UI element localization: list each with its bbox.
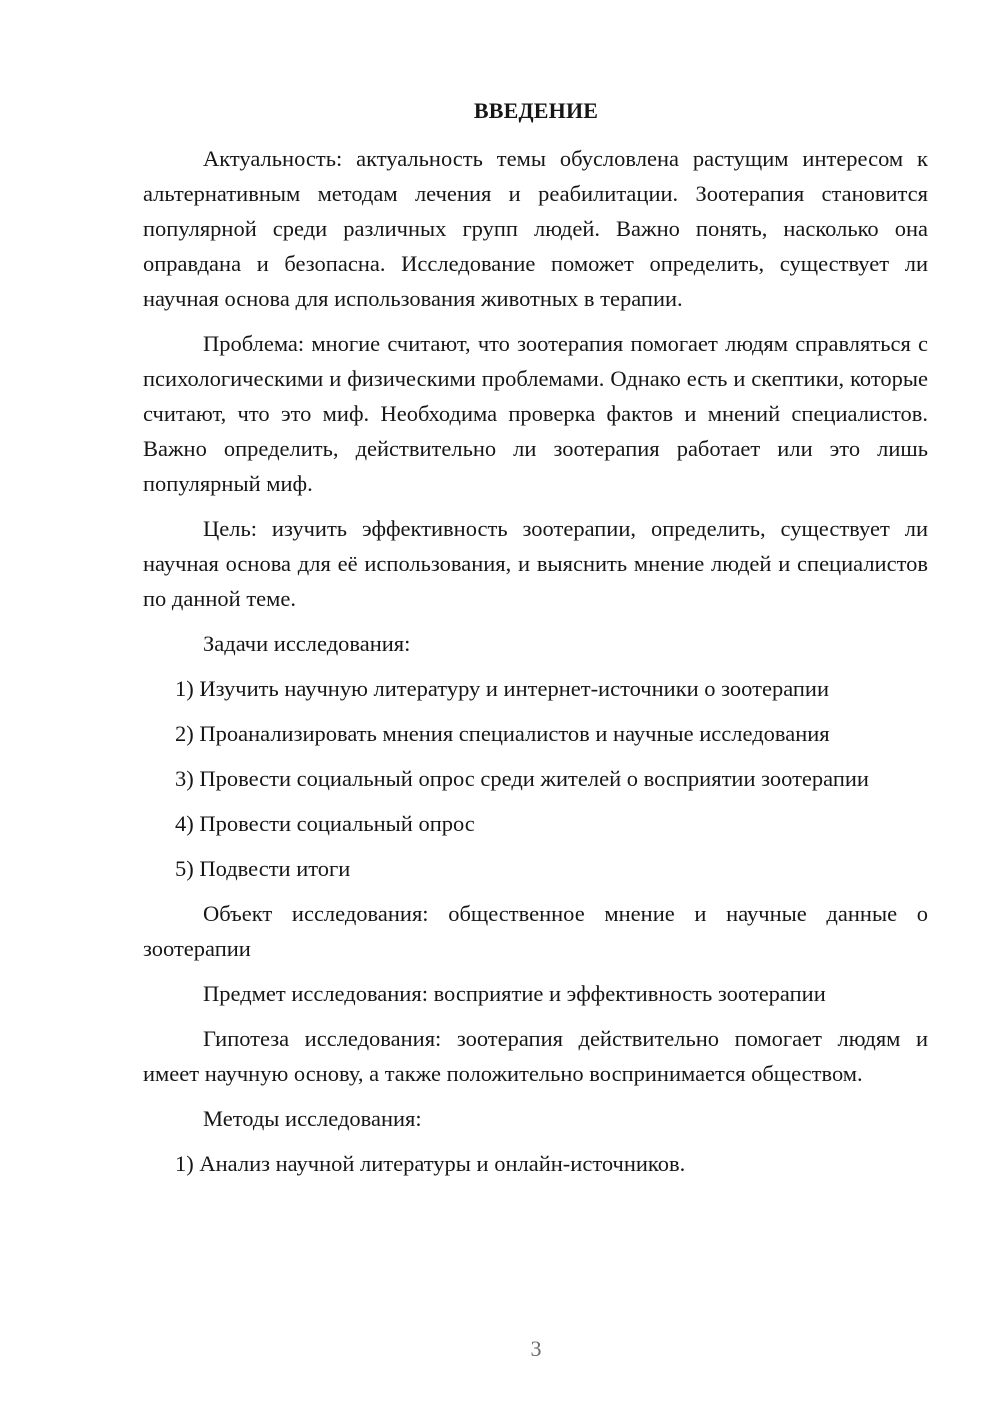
section-title: ВВЕДЕНИЕ — [473, 98, 599, 123]
subject-paragraph: Предмет исследования: восприятие и эффективность зоотерапии — [203, 981, 826, 1006]
methods-heading: Методы исследования: — [203, 1106, 422, 1131]
task-item: 2) Проанализировать мнения специалистов и научные исследования — [175, 721, 830, 746]
hypothesis-paragraph: Гипотеза исследования: зоотерапия действительно помогает людям и имеет научную основу, а также положительно воспринимается обществом. — [143, 1026, 928, 1086]
task-item: 5) Подвести итоги — [175, 856, 351, 881]
relevance-paragraph: Актуальность: актуальность темы обусловлена растущим интересом к альтернативным методам лечения и реабилитации. Зоотерапия становится популярной среди различных групп людей. Важно понять, насколько она оправдана и безопасна. Исследование поможет определить, существует ли научная основа для использования животных в терапии. — [143, 146, 928, 311]
task-item: 3) Провести социальный опрос среди жителей о восприятии зоотерапии — [175, 766, 869, 791]
method-item: 1) Анализ научной литературы и онлайн-источников. — [175, 1151, 686, 1176]
problem-paragraph: Проблема: многие считают, что зоотерапия помогает людям справляться с психологическими и физическими проблемами. Однако есть и скептики, которые считают, что это миф. Необходима проверка фактов и мнений специалистов. Важно определить, действительно ли зоотерапия работает или это лишь популярный миф. — [143, 331, 928, 496]
goal-paragraph: Цель: изучить эффективность зоотерапии, определить, существует ли научная основа для её использования, и выяснить мнение людей и специалистов по данной теме. — [143, 516, 928, 611]
task-item: 4) Провести социальный опрос — [175, 811, 475, 836]
tasks-heading: Задачи исследования: — [203, 631, 411, 656]
task-item: 1) Изучить научную литературу и интернет-источники о зоотерапии — [175, 676, 830, 701]
page-number: 3 — [530, 1336, 542, 1361]
body-text — [143, 141, 928, 1191]
object-paragraph: Объект исследования: общественное мнение и научные данные о зоотерапии — [143, 901, 928, 961]
